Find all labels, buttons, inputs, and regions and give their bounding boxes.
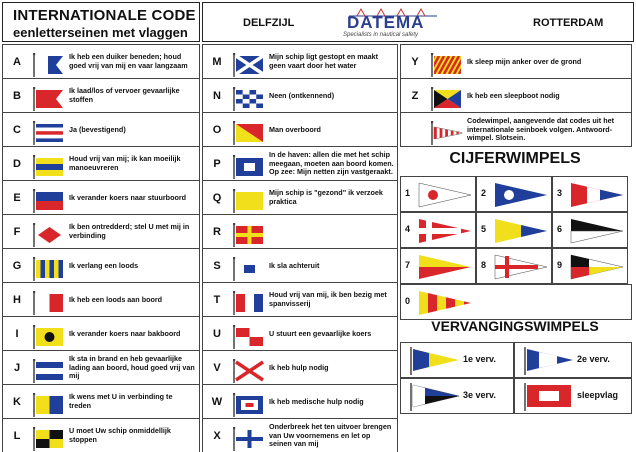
logo-word: DATEMA <box>347 13 425 32</box>
substitute-pennant-4 <box>514 378 632 414</box>
signal-flag-f-icon <box>33 223 65 247</box>
flag-row-c <box>2 112 200 147</box>
flag-description: Mijn schip is "gezond" ik verzoek praktica <box>269 188 383 206</box>
datema-logo <box>343 7 463 41</box>
number-pennant-8 <box>476 248 552 284</box>
number-pennant-2-icon <box>493 179 549 211</box>
flag-description: Ik sta in brand en heb gevaarlijke lading aan boord, houd goed vrij van mij <box>69 354 195 381</box>
flag-description: Ik heb een duiker beneden; houd goed vrij van mij en vaar langzaam <box>69 52 188 70</box>
signal-flag-s-icon <box>233 257 265 281</box>
pennant-number: 5 <box>481 224 487 234</box>
pennant-number: 8 <box>481 260 487 270</box>
signal-flag-i-icon <box>33 325 65 349</box>
flag-row-d <box>2 146 200 181</box>
signal-flag-o-icon <box>233 121 265 145</box>
flag-letter: S <box>213 259 221 272</box>
city-right: ROTTERDAM <box>533 17 604 29</box>
signal-flag-k-icon <box>33 393 65 417</box>
number-pennant-4-icon <box>417 215 473 247</box>
number-pennant-3 <box>552 176 628 212</box>
flag-letter: K <box>13 395 21 408</box>
flag-row-y <box>400 44 632 79</box>
flag-letter: A <box>13 55 21 68</box>
flag-letter: I <box>15 327 19 340</box>
flag-letter: D <box>13 157 21 170</box>
flag-description: Onderbreek het ten uitvoer brengen van Uw voornemens en let op seinen van mij <box>269 422 392 449</box>
flag-description: U stuurt een gevaarlijke koers <box>269 328 372 338</box>
signal-flag-a-icon <box>33 53 65 77</box>
flag-row-p <box>202 146 398 181</box>
pennant-number: 6 <box>557 224 563 234</box>
signal-flag-q-icon <box>233 189 265 213</box>
signal-flag-e-icon <box>33 189 65 213</box>
flag-description: Ik sla achteruit <box>269 260 320 270</box>
signal-flag-x-icon <box>233 427 265 451</box>
number-pennant-0-icon <box>417 287 473 319</box>
signal-flag-v-icon <box>233 359 265 383</box>
signal-flag-w-icon <box>233 393 265 417</box>
city-left: DELFZIJL <box>243 17 295 29</box>
pennant-number: 1 <box>405 188 411 198</box>
signal-flag-n-icon <box>233 87 265 111</box>
substitute-pennant-1 <box>400 342 514 378</box>
flag-row-z <box>400 78 632 113</box>
flag-description: Ja (bevestigend) <box>69 124 126 134</box>
flag-row-u <box>202 316 398 351</box>
flag-description: Man overboord <box>269 124 321 134</box>
substitute-pennant-icon <box>519 345 575 375</box>
signal-flag-y-icon <box>431 53 463 77</box>
flag-row-v <box>202 350 398 385</box>
flag-letter: Q <box>212 191 222 204</box>
flag-row-s <box>202 248 398 283</box>
flag-row-q <box>202 180 398 215</box>
flag-letter: W <box>211 395 223 408</box>
number-pennant-6-icon <box>569 215 625 247</box>
flag-description: Ik heb hulp nodig <box>269 362 329 372</box>
pennant-number: 9 <box>557 260 563 270</box>
flag-letter: R <box>213 225 221 238</box>
flag-row-b <box>2 78 200 113</box>
flag-row-m <box>202 44 398 79</box>
flag-row-g <box>2 248 200 283</box>
flag-row-l <box>2 418 200 452</box>
number-pennant-9 <box>552 248 628 284</box>
flag-letter: Z <box>411 89 419 102</box>
flag-row-k <box>2 384 200 419</box>
flag-letter: L <box>13 429 21 442</box>
signal-flag-b-icon <box>33 87 65 111</box>
flag-letter: U <box>213 327 221 340</box>
flag-description <box>269 218 394 246</box>
signal-flag-u-icon <box>233 325 265 349</box>
signal-flag-m-icon <box>233 53 265 77</box>
signal-flag-l-icon <box>33 427 65 451</box>
chart-subtitle: eenletterseinen met vlaggen <box>13 25 188 40</box>
number-pennant-2 <box>476 176 552 212</box>
flag-row-i <box>2 316 200 351</box>
flag-row-n <box>202 78 398 113</box>
vervangingswimpels-title: VERVANGINGSWIMPELS <box>431 318 599 334</box>
substitute-label: 1e verv. <box>463 354 496 364</box>
signal-flag-h-icon <box>33 291 65 315</box>
signal-flag-g-icon <box>33 257 65 281</box>
flag-letter: J <box>13 361 21 374</box>
flag-description: Ik heb een loods aan boord <box>69 294 163 304</box>
signal-flag-r-icon <box>233 223 265 247</box>
flag-description: Ik heb een sleepboot nodig <box>467 90 560 100</box>
flag-letter: O <box>212 123 222 136</box>
flag-description: Neen (ontkennend) <box>269 90 335 100</box>
flag-letter: Y <box>411 55 419 68</box>
number-pennant-5 <box>476 212 552 248</box>
flag-letter <box>401 113 429 146</box>
flag-letter: M <box>212 55 222 68</box>
substitute-label: 3e verv. <box>463 390 496 400</box>
flag-description: Ik verander koers naar stuurboord <box>69 192 187 202</box>
flag-letter: E <box>13 191 21 204</box>
pennant-number: 0 <box>405 296 411 306</box>
flag-letter: C <box>13 123 21 136</box>
number-pennant-7-icon <box>417 251 473 283</box>
number-pennant-1-icon <box>417 179 473 211</box>
pennant-number: 4 <box>405 224 411 234</box>
number-pennant-7 <box>400 248 476 284</box>
flag-description: U moet Uw schip onmiddellijk stoppen <box>69 426 171 444</box>
signal-flag-d-icon <box>33 155 65 179</box>
number-pennant-8-icon <box>493 251 549 283</box>
signal-flag-p-icon <box>233 155 265 179</box>
flag-description: Ik sleep mijn anker over de grond <box>467 56 582 66</box>
flag-letter: X <box>213 429 221 442</box>
flag-description: Houd vrij van mij, ik ben bezig met spanvisserij <box>269 290 387 308</box>
substitute-label: 2e verv. <box>577 354 610 364</box>
cijferwimpels-title: CIJFERWIMPELS <box>449 150 581 167</box>
header-bar <box>202 2 634 42</box>
title-box <box>2 2 200 42</box>
number-pennant-4 <box>400 212 476 248</box>
substitute-pennant-icon <box>405 345 461 375</box>
signal-flag-j-icon <box>33 359 65 383</box>
signal-flag-z-icon <box>431 87 463 111</box>
number-pennant-0 <box>400 284 632 320</box>
flag-letter: F <box>13 225 21 238</box>
flag-description: Codewimpel, aangevende dat codes uit het internationale seinboek volgen. Antwoord-wimpel. Slotsein. <box>467 116 614 143</box>
flag-letter: H <box>13 293 21 306</box>
flag-row-f <box>2 214 200 249</box>
flag-row-h <box>2 282 200 317</box>
flag-description: Ik laad/los of vervoer gevaarlijke stoffen <box>69 86 180 104</box>
flag-row-w <box>202 384 398 419</box>
flag-row-x <box>202 418 398 452</box>
number-pennant-5-icon <box>493 215 549 247</box>
flag-description: Ik verander koers naar bakboord <box>69 328 181 338</box>
flag-row-e <box>2 180 200 215</box>
chart-title: INTERNATIONALE CODE <box>13 7 196 24</box>
substitute-pennant-2 <box>514 342 632 378</box>
signal-flag-code-icon <box>431 121 463 145</box>
substitute-pennant-icon <box>519 381 575 411</box>
pennant-number: 3 <box>557 188 563 198</box>
flag-description: Ik ben ontredderd; stel U met mij in verbinding <box>69 222 190 240</box>
logo-tagline: Specialists in nautical safety <box>343 32 419 38</box>
flag-letter: G <box>12 259 22 272</box>
substitute-pennant-icon <box>405 381 461 411</box>
flag-description: Ik wens met U in verbinding te treden <box>69 392 173 410</box>
flag-letter: N <box>213 89 221 102</box>
flag-description: Houd vrij van mij; ik kan moeilijk manoeuvreren <box>69 154 181 172</box>
signal-flag-t-icon <box>233 291 265 315</box>
number-pennant-1 <box>400 176 476 212</box>
number-pennant-6 <box>552 212 628 248</box>
signal-flag-c-icon <box>33 121 65 145</box>
pennant-number: 7 <box>405 260 411 270</box>
flag-description: Ik heb medische hulp nodig <box>269 396 364 406</box>
flag-description: Ik verlang een loods <box>69 260 139 270</box>
number-pennant-3-icon <box>569 179 625 211</box>
flag-row-codewimpel <box>400 112 632 147</box>
flag-row-o <box>202 112 398 147</box>
number-pennant-9-icon <box>569 251 625 283</box>
flag-row-r <box>202 214 398 249</box>
pennant-number: 2 <box>481 188 487 198</box>
flag-letter: T <box>213 293 221 306</box>
flag-letter: V <box>213 361 221 374</box>
flag-description: Mijn schip ligt gestopt en maakt geen vaart door het water <box>269 52 379 70</box>
flag-letter: B <box>13 89 21 102</box>
flag-row-j <box>2 350 200 385</box>
flag-row-a <box>2 44 200 79</box>
substitute-pennant-3 <box>400 378 514 414</box>
flag-row-t <box>202 282 398 317</box>
flag-letter: P <box>213 157 221 170</box>
substitute-label: sleepvlag <box>577 390 619 400</box>
flag-description: In de haven: allen die met het schip meegaan, moeten aan boord komen. Op zee: Mijn netten zijn vastgeraakt. <box>269 150 394 177</box>
